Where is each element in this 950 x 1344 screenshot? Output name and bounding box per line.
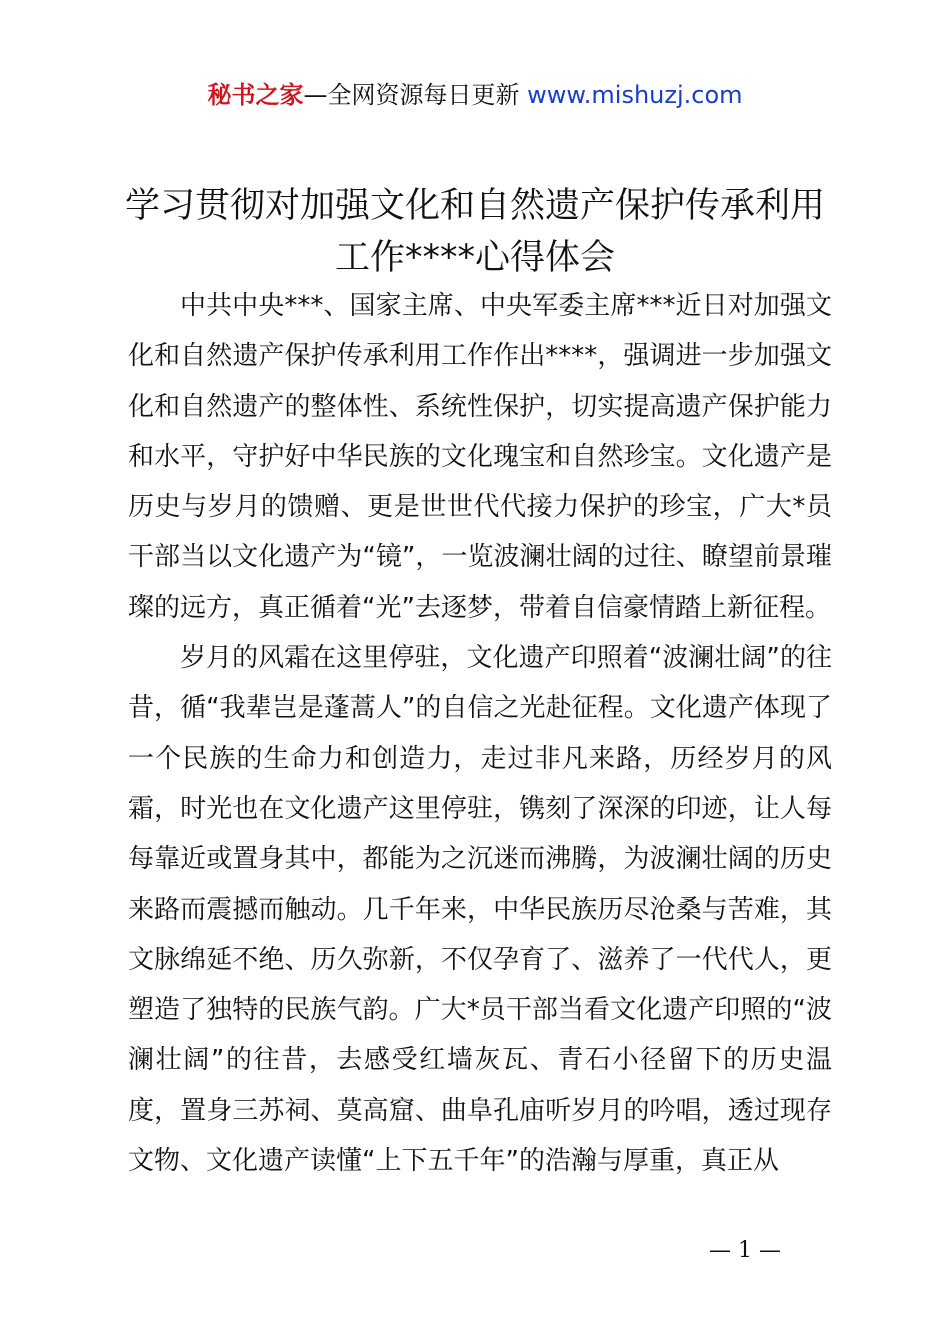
document-title: 学习贯彻对加强文化和自然遗产保护传承利用工作****心得体会 (124, 186, 825, 278)
site-tagline: —全网资源每日更新 (303, 81, 528, 109)
site-header (0, 78, 950, 112)
paragraph-1: 中共中央***、国家主席、中央军委主席***近日对加强文化和自然遗产保护传承利用工作作出****，强调进一步加强文化和自然遗产的整体性、系统性保护，切实提高遗产保护能力和水平，守护好中华民族的文化瑰宝和自然珍宝。文化遗产是历史与岁月的馈赠、更是世世代代接力保护的珍宝，广大*员干部当以文化遗产为“镜”，一览波澜壮阔的过往、瞭望前景璀璨的远方，真正循着“光”去逐梦，带着自信豪情踏上新征程。 (128, 291, 832, 623)
paragraph-2: 岁月的风霜在这里停驻，文化遗产印照着“波澜壮阔”的往昔，循“我辈岂是蓬蒿人”的自信之光赴征程。文化遗产体现了一个民族的生命力和创造力，走过非凡来路，历经岁月的风霜，时光也在文化遗产这里停驻，镌刻了深深的印迹，让人每每靠近或置身其中，都能为之沉迷而沸腾，为波澜壮阔的历史来路而震撼而触动。几千年来，中华民族历尽沧桑与苦难，其文脉绵延不绝、历久弥新，不仅孕育了、滋养了一代代人，更塑造了独特的民族气韵。广大*员干部当看文化遗产印照的“波澜壮阔”的往昔，去感受红墙灰瓦、青石小径留下的历史温度，置身三苏祠、莫高窟、曲阜孔庙听岁月的吟唱，透过现存文物、文化遗产读懂“上下五千年”的浩瀚与厚重，真正从 (128, 643, 832, 1177)
document-body (128, 281, 832, 1186)
site-brand: 秘书之家 (207, 81, 304, 109)
page-number: — 1 — (709, 1238, 781, 1263)
site-url-link[interactable]: www.mishuzj.com (527, 81, 743, 109)
